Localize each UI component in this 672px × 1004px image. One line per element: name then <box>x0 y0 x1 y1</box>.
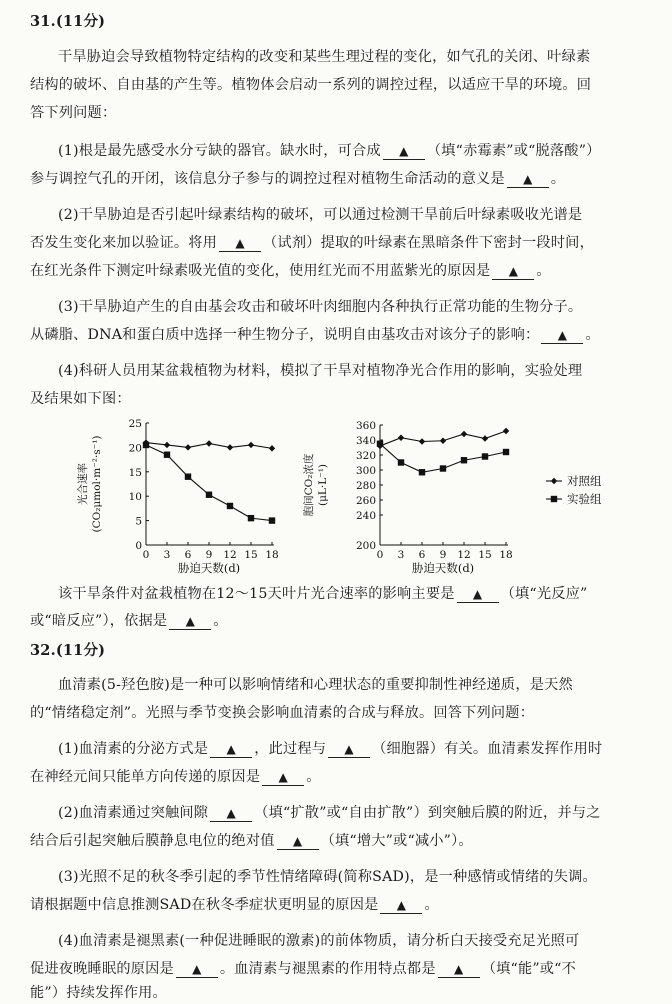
data-point <box>398 459 404 465</box>
q31-part3-line-2 <box>30 325 600 345</box>
text: 否发生变化来加以验证。将用 <box>30 235 218 251</box>
q31-part2-line-1: (2)干旱胁迫是否引起叶绿素结构的破坏，可以通过检测干旱前后叶绿素吸收光谱是 <box>58 207 583 223</box>
answer-blank[interactable]: ▲ <box>210 741 252 758</box>
data-point <box>143 442 149 448</box>
answer-blank[interactable]: ▲ <box>457 586 499 603</box>
y-tick-label: 10 <box>128 491 142 504</box>
text: 。 <box>536 263 551 279</box>
legend-marker <box>551 496 557 502</box>
y-tick-label: 280 <box>355 480 376 492</box>
q31-after-line-1 <box>58 584 587 604</box>
data-point <box>503 428 509 434</box>
y-axis-label: 光合速率 <box>77 463 89 505</box>
data-point <box>185 444 191 450</box>
y-axis-label: (μL·L⁻¹) <box>317 463 329 507</box>
text: 该干旱条件对盆栽植物在12～15天叶片光合速率的影响主要是 <box>58 586 455 602</box>
x-tick-label: 0 <box>376 549 384 561</box>
text: (1)血清素的分泌方式是 <box>58 741 209 757</box>
text: （填“能”或“不 <box>481 961 577 977</box>
legend-label: 实验组 <box>567 492 602 506</box>
x-axis-label: 胁迫天数(d) <box>177 561 241 575</box>
q31-intro-line-3: 答下列问题： <box>30 105 117 121</box>
answer-blank[interactable]: ▲ <box>438 961 480 978</box>
answer-blank[interactable]: ▲ <box>169 613 211 630</box>
text: 在红光条件下测定叶绿素吸光值的变化，使用红光而不用蓝紫光的原因是 <box>30 263 491 279</box>
text: 。 <box>585 327 600 343</box>
legend-label: 对照组 <box>567 474 602 488</box>
q32-part3-line-1: (3)光照不足的秋冬季引起的季节性情绪障碍(简称SAD)，是一种感情或情绪的失调。 <box>58 869 597 885</box>
x-axis-label: 胁迫天数(d) <box>411 561 475 575</box>
text: （填“光反应” <box>500 586 588 602</box>
data-point <box>482 435 488 441</box>
x-tick-label: 9 <box>439 549 447 561</box>
y-tick-label: 340 <box>355 435 376 447</box>
y-tick-label: 25 <box>128 418 142 430</box>
data-point <box>461 431 467 437</box>
q32-part2-line-1 <box>58 803 601 823</box>
text: ，此过程与 <box>254 741 327 757</box>
text: 在神经元间只能单方向传递的原因是 <box>30 769 261 785</box>
text: （填“扩散”或“自由扩散”）到突触后膜的附近，并与之 <box>254 805 601 821</box>
x-tick-label: 12 <box>457 549 471 561</box>
question-31-heading: 31.(11分) <box>30 13 106 30</box>
data-point <box>440 438 446 444</box>
answer-blank[interactable]: ▲ <box>210 805 252 822</box>
text: 请根据题中信息推测SAD在秋冬季症状更明显的原因是 <box>30 897 379 913</box>
chart-photosynthesis-rate <box>76 418 279 575</box>
text: 促进夜晚睡眠的原因是 <box>30 961 174 977</box>
data-point <box>398 435 404 441</box>
text: 。 <box>306 769 321 785</box>
data-point <box>503 449 509 455</box>
x-tick-label: 18 <box>499 549 513 561</box>
answer-blank[interactable]: ▲ <box>383 143 425 160</box>
data-point <box>227 503 233 509</box>
x-tick-label: 6 <box>418 549 426 561</box>
y-tick-label: 240 <box>355 510 376 522</box>
text: (1)根是最先感受水分亏缺的器官。缺水时，可合成 <box>58 143 381 159</box>
answer-blank[interactable]: ▲ <box>507 171 549 188</box>
data-point <box>440 465 446 471</box>
q32-part3-line-2 <box>30 895 439 915</box>
charts-figure <box>70 415 630 575</box>
q32-part4-line-1: (4)血清素是褪黑素(一种促进睡眠的激素)的前体物质，请分析白天接受充足光照可 <box>58 933 580 949</box>
y-tick-label: 360 <box>355 420 376 432</box>
q31-part2-line-3 <box>30 261 551 281</box>
data-point <box>206 492 212 498</box>
legend-marker <box>551 478 557 484</box>
x-tick-label: 15 <box>478 549 492 561</box>
data-point <box>206 440 212 446</box>
q31-part2-line-2 <box>30 233 594 253</box>
data-point <box>227 444 233 450</box>
q32-intro-line-2: 的“情绪稳定剂”。光照与季节变换会影响血清素的合成与释放。回答下列问题： <box>30 705 535 721</box>
data-point <box>269 445 275 451</box>
q32-part4-line-3: 能”）持续发挥作用。 <box>30 985 167 1001</box>
data-point <box>482 453 488 459</box>
data-point <box>419 438 425 444</box>
answer-blank[interactable]: ▲ <box>492 263 534 280</box>
q32-part4-line-2 <box>30 959 576 979</box>
q31-part3-line-1: (3)干旱胁迫产生的自由基会攻击和破坏叶肉细胞内各种执行正常功能的生物分子。 <box>58 299 583 315</box>
data-point <box>248 442 254 448</box>
y-tick-label: 0 <box>135 540 142 552</box>
chart-legend <box>546 474 602 506</box>
q31-part4-line-1: (4)科研人员用某盆栽植物为材料，模拟了干旱对植物净光合作用的影响，实验处理 <box>58 363 583 379</box>
text: 或“暗反应”），依据是 <box>30 613 168 629</box>
chart-intercellular-co2 <box>302 420 513 575</box>
text: （填“增大”或“减小”）。 <box>320 833 473 849</box>
data-point <box>269 517 275 523</box>
text: 。 <box>213 613 228 629</box>
answer-blank[interactable]: ▲ <box>277 833 319 850</box>
x-tick-label: 0 <box>142 549 150 561</box>
y-axis-label: (CO₂μmol·m⁻²·s⁻¹) <box>91 435 103 533</box>
data-point <box>248 515 254 521</box>
text: （试剂）提取的叶绿素在黑暗条件下密封一段时间， <box>263 235 594 251</box>
data-point <box>377 441 383 447</box>
answer-blank[interactable]: ▲ <box>380 897 422 914</box>
answer-blank[interactable]: ▲ <box>176 961 218 978</box>
x-tick-label: 18 <box>265 549 279 561</box>
q31-part4-line-2: 及结果如下图： <box>30 391 131 407</box>
y-tick-label: 260 <box>355 495 376 507</box>
answer-blank[interactable]: ▲ <box>328 741 370 758</box>
text: （细胞器）有关。血清素发挥作用时 <box>372 741 603 757</box>
answer-blank[interactable]: ▲ <box>262 769 304 786</box>
data-point <box>185 473 191 479</box>
y-tick-label: 300 <box>355 465 376 477</box>
question-32-heading: 32.(11分) <box>30 642 106 659</box>
data-point <box>164 442 170 448</box>
text: 从磷脂、DNA和蛋白质中选择一种生物分子，说明自由基攻击对该分子的影响： <box>30 327 540 343</box>
x-tick-label: 9 <box>205 549 213 561</box>
x-tick-label: 12 <box>223 549 237 561</box>
answer-blank[interactable]: ▲ <box>541 327 583 344</box>
q32-part1-line-1 <box>58 739 602 759</box>
q31-intro-line-1: 干旱胁迫会导致植物特定结构的改变和某些生理过程的变化，如气孔的关闭、叶绿素 <box>58 49 591 65</box>
y-tick-label: 20 <box>128 442 142 455</box>
q31-part1-line-1 <box>58 141 601 161</box>
x-tick-label: 15 <box>244 549 258 561</box>
x-tick-label: 3 <box>163 549 171 561</box>
text: 。 <box>550 171 566 187</box>
q31-after-line-2 <box>30 611 228 631</box>
data-point <box>461 457 467 463</box>
text: 。 <box>424 897 439 913</box>
y-axis-label: 胞间CO₂浓度 <box>303 453 315 517</box>
q32-part2-line-2 <box>30 831 473 851</box>
y-tick-label: 5 <box>135 515 142 528</box>
q31-part1-line-2 <box>30 169 565 189</box>
data-point <box>419 469 425 475</box>
x-tick-label: 6 <box>184 549 192 561</box>
text: (2)血清素通过突触间隙 <box>58 805 209 821</box>
text: 结合后引起突触后膜静息电位的绝对值 <box>30 833 275 849</box>
x-tick-label: 3 <box>397 549 405 561</box>
answer-blank[interactable]: ▲ <box>219 235 261 252</box>
text: 参与调控气孔的开闭，该信息分子参与的调控过程对植物生命活动的意义是 <box>30 171 505 187</box>
q32-intro-line-1: 血清素(5-羟色胺)是一种可以影响情绪和心理状态的重要抑制性神经递质，是天然 <box>58 677 573 693</box>
text: 。血清素与褪黑素的作用特点都是 <box>219 961 436 977</box>
q32-part1-line-2 <box>30 767 321 787</box>
data-point <box>164 452 170 458</box>
y-tick-label: 200 <box>355 540 376 552</box>
y-tick-label: 320 <box>355 450 376 462</box>
y-tick-label: 15 <box>128 466 142 479</box>
q31-intro-line-2: 结构的破坏、自由基的产生等。植物体会启动一系列的调控过程，以适应干旱的环境。回 <box>30 77 592 93</box>
text: （填“赤霉素”或“脱落酸”） <box>426 143 601 159</box>
